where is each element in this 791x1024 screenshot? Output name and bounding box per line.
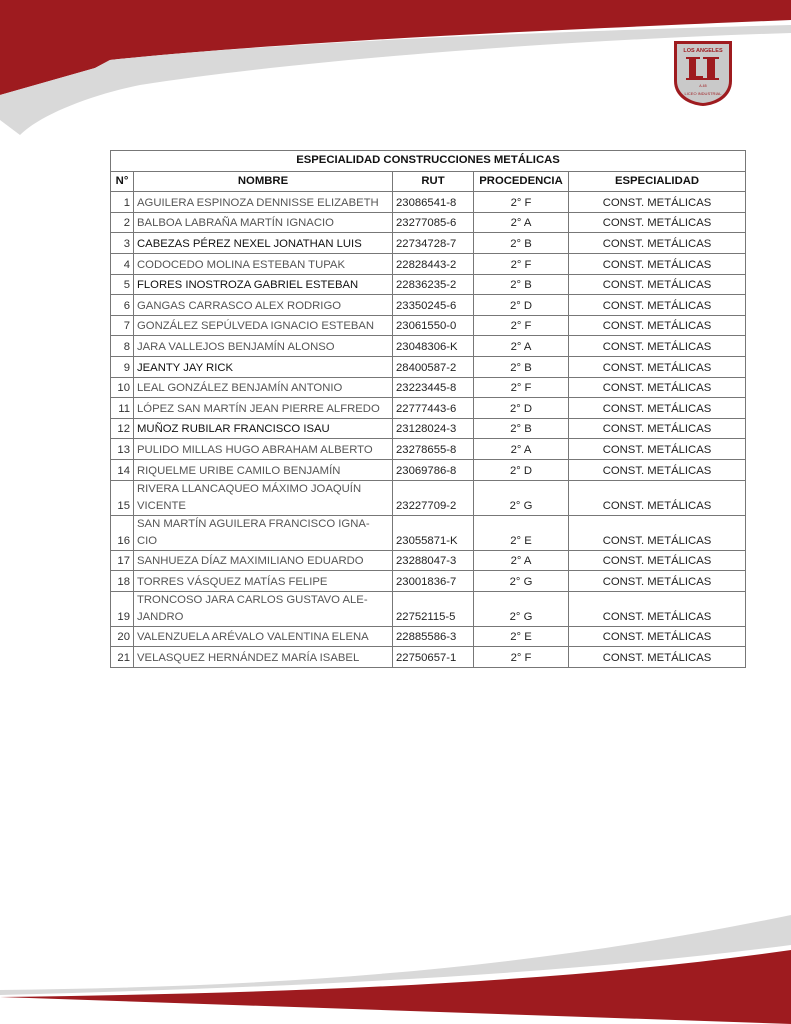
cell-name: TORRES VÁSQUEZ MATÍAS FELIPE xyxy=(134,571,393,592)
cell-name: CODOCEDO MOLINA ESTEBAN TUPAK xyxy=(134,253,393,274)
cell-number: 12 xyxy=(111,418,134,439)
cell-especialidad: CONST. METÁLICAS xyxy=(569,336,746,357)
table-row xyxy=(111,647,746,668)
cell-rut: 22777443-6 xyxy=(393,398,474,419)
cell-name: RIVERA LLANCAQUEO MÁXIMO JOAQUÍN VICENTE xyxy=(134,480,393,515)
cell-procedencia: 2° G xyxy=(474,591,569,626)
cell-especialidad: CONST. METÁLICAS xyxy=(569,439,746,460)
cell-name: GONZÁLEZ SEPÚLVEDA IGNACIO ESTEBAN xyxy=(134,315,393,336)
school-logo xyxy=(672,39,734,107)
cell-rut: 22750657-1 xyxy=(393,647,474,668)
table-row xyxy=(111,336,746,357)
cell-especialidad: CONST. METÁLICAS xyxy=(569,295,746,316)
cell-number: 4 xyxy=(111,253,134,274)
header-rut: RUT xyxy=(393,171,474,192)
table-row xyxy=(111,356,746,377)
cell-especialidad: CONST. METÁLICAS xyxy=(569,591,746,626)
cell-procedencia: 2° D xyxy=(474,295,569,316)
cell-number: 17 xyxy=(111,550,134,571)
students-table xyxy=(110,150,746,668)
cell-especialidad: CONST. METÁLICAS xyxy=(569,233,746,254)
table-row xyxy=(111,315,746,336)
cell-name: BALBOA LABRAÑA MARTÍN IGNACIO xyxy=(134,212,393,233)
table-row xyxy=(111,233,746,254)
header-procedencia: PROCEDENCIA xyxy=(474,171,569,192)
table-row xyxy=(111,550,746,571)
cell-procedencia: 2° F xyxy=(474,192,569,213)
table-row xyxy=(111,212,746,233)
cell-name: PULIDO MILLAS HUGO ABRAHAM ALBERTO xyxy=(134,439,393,460)
cell-rut: 23061550-0 xyxy=(393,315,474,336)
cell-procedencia: 2° B xyxy=(474,274,569,295)
cell-number: 9 xyxy=(111,356,134,377)
table-row xyxy=(111,571,746,592)
cell-number: 21 xyxy=(111,647,134,668)
cell-number: 10 xyxy=(111,377,134,398)
cell-procedencia: 2° D xyxy=(474,398,569,419)
cell-number: 11 xyxy=(111,398,134,419)
cell-number: 13 xyxy=(111,439,134,460)
cell-rut: 23069786-8 xyxy=(393,459,474,480)
table-row xyxy=(111,439,746,460)
cell-procedencia: 2° E xyxy=(474,626,569,647)
cell-especialidad: CONST. METÁLICAS xyxy=(569,647,746,668)
cell-rut: 23227709-2 xyxy=(393,480,474,515)
cell-number: 2 xyxy=(111,212,134,233)
cell-rut: 23128024-3 xyxy=(393,418,474,439)
cell-name: MUÑOZ RUBILAR FRANCISCO ISAU xyxy=(134,418,393,439)
table-row xyxy=(111,398,746,419)
cell-number: 19 xyxy=(111,591,134,626)
cell-rut: 22828443-2 xyxy=(393,253,474,274)
cell-rut: 28400587-2 xyxy=(393,356,474,377)
table-row xyxy=(111,459,746,480)
cell-especialidad: CONST. METÁLICAS xyxy=(569,398,746,419)
table-row xyxy=(111,480,746,515)
cell-name: AGUILERA ESPINOZA DENNISSE ELIZABETH xyxy=(134,192,393,213)
cell-name: LEAL GONZÁLEZ BENJAMÍN ANTONIO xyxy=(134,377,393,398)
cell-name: JEANTY JAY RICK xyxy=(134,356,393,377)
cell-especialidad: CONST. METÁLICAS xyxy=(569,459,746,480)
table-row xyxy=(111,591,746,626)
cell-name: VELASQUEZ HERNÁNDEZ MARÍA ISABEL xyxy=(134,647,393,668)
header-number: N° xyxy=(111,171,134,192)
cell-rut: 23350245-6 xyxy=(393,295,474,316)
cell-number: 20 xyxy=(111,626,134,647)
cell-procedencia: 2° A xyxy=(474,550,569,571)
table-row xyxy=(111,295,746,316)
cell-name: GANGAS CARRASCO ALEX RODRIGO xyxy=(134,295,393,316)
table-row xyxy=(111,418,746,439)
table-title: ESPECIALIDAD CONSTRUCCIONES METÁLICAS xyxy=(111,151,746,172)
header-especialidad: ESPECIALIDAD xyxy=(569,171,746,192)
table-body xyxy=(111,192,746,668)
cell-name: TRONCOSO JARA CARLOS GUSTAVO ALE-JANDRO xyxy=(134,591,393,626)
svg-text:LICEO INDUSTRIAL: LICEO INDUSTRIAL xyxy=(684,91,722,96)
cell-name: RIQUELME URIBE CAMILO BENJAMÍN xyxy=(134,459,393,480)
footer-decoration xyxy=(0,905,791,1024)
cell-procedencia: 2° F xyxy=(474,315,569,336)
cell-procedencia: 2° B xyxy=(474,233,569,254)
cell-especialidad: CONST. METÁLICAS xyxy=(569,377,746,398)
cell-rut: 23086541-8 xyxy=(393,192,474,213)
cell-procedencia: 2° G xyxy=(474,480,569,515)
cell-especialidad: CONST. METÁLICAS xyxy=(569,626,746,647)
cell-procedencia: 2° A xyxy=(474,336,569,357)
cell-name: SAN MARTÍN AGUILERA FRANCISCO IGNA-CIO xyxy=(134,515,393,550)
cell-procedencia: 2° B xyxy=(474,356,569,377)
cell-especialidad: CONST. METÁLICAS xyxy=(569,571,746,592)
cell-procedencia: 2° B xyxy=(474,418,569,439)
cell-procedencia: 2° F xyxy=(474,253,569,274)
cell-procedencia: 2° F xyxy=(474,647,569,668)
cell-especialidad: CONST. METÁLICAS xyxy=(569,192,746,213)
cell-name: CABEZAS PÉREZ NEXEL JONATHAN LUIS xyxy=(134,233,393,254)
cell-rut: 23277085-6 xyxy=(393,212,474,233)
cell-especialidad: CONST. METÁLICAS xyxy=(569,418,746,439)
cell-procedencia: 2° D xyxy=(474,459,569,480)
table-row xyxy=(111,253,746,274)
cell-name: LÓPEZ SAN MARTÍN JEAN PIERRE ALFREDO xyxy=(134,398,393,419)
cell-rut: 22836235-2 xyxy=(393,274,474,295)
cell-procedencia: 2° E xyxy=(474,515,569,550)
cell-rut: 23278655-8 xyxy=(393,439,474,460)
cell-rut: 23048306-K xyxy=(393,336,474,357)
cell-rut: 22752115-5 xyxy=(393,591,474,626)
table-row xyxy=(111,274,746,295)
cell-rut: 23055871-K xyxy=(393,515,474,550)
cell-procedencia: 2° A xyxy=(474,439,569,460)
cell-rut: 22734728-7 xyxy=(393,233,474,254)
cell-especialidad: CONST. METÁLICAS xyxy=(569,550,746,571)
cell-rut: 22885586-3 xyxy=(393,626,474,647)
cell-number: 5 xyxy=(111,274,134,295)
cell-number: 6 xyxy=(111,295,134,316)
cell-number: 16 xyxy=(111,515,134,550)
cell-number: 14 xyxy=(111,459,134,480)
cell-rut: 23001836-7 xyxy=(393,571,474,592)
cell-number: 1 xyxy=(111,192,134,213)
cell-especialidad: CONST. METÁLICAS xyxy=(569,212,746,233)
header-name: NOMBRE xyxy=(134,171,393,192)
cell-number: 3 xyxy=(111,233,134,254)
table-row xyxy=(111,626,746,647)
svg-text:LOS ANGELES: LOS ANGELES xyxy=(683,48,723,54)
cell-procedencia: 2° F xyxy=(474,377,569,398)
cell-rut: 23223445-8 xyxy=(393,377,474,398)
cell-especialidad: CONST. METÁLICAS xyxy=(569,356,746,377)
table-row xyxy=(111,192,746,213)
cell-name: SANHUEZA DÍAZ MAXIMILIANO EDUARDO xyxy=(134,550,393,571)
cell-name: FLORES INOSTROZA GABRIEL ESTEBAN xyxy=(134,274,393,295)
cell-especialidad: CONST. METÁLICAS xyxy=(569,315,746,336)
cell-especialidad: CONST. METÁLICAS xyxy=(569,253,746,274)
cell-especialidad: CONST. METÁLICAS xyxy=(569,274,746,295)
cell-name: JARA VALLEJOS BENJAMÍN ALONSO xyxy=(134,336,393,357)
cell-name: VALENZUELA ARÉVALO VALENTINA ELENA xyxy=(134,626,393,647)
table-row xyxy=(111,377,746,398)
cell-number: 8 xyxy=(111,336,134,357)
cell-rut: 23288047-3 xyxy=(393,550,474,571)
svg-text:A-65: A-65 xyxy=(699,84,707,88)
cell-procedencia: 2° G xyxy=(474,571,569,592)
cell-especialidad: CONST. METÁLICAS xyxy=(569,480,746,515)
cell-especialidad: CONST. METÁLICAS xyxy=(569,515,746,550)
cell-number: 15 xyxy=(111,480,134,515)
table-row xyxy=(111,515,746,550)
cell-number: 18 xyxy=(111,571,134,592)
cell-number: 7 xyxy=(111,315,134,336)
cell-procedencia: 2° A xyxy=(474,212,569,233)
